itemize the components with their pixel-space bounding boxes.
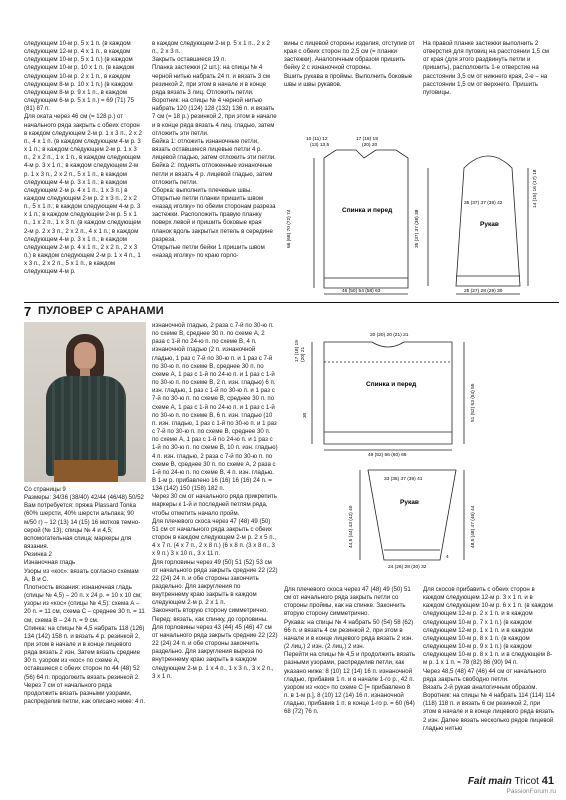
sleeve-label: Рукав (480, 221, 499, 228)
model-photo (24, 322, 146, 482)
dim-armhole-h: 35 (37) 37 (38) 38 (415, 209, 420, 248)
dim-side-h: 66 (68) 70 (72) 74 (287, 209, 292, 248)
text-column-7: Для плечевого скоса через 47 (48) 49 (50) 51 см от начального ряда закрыть петли со стороны проймы, как на спинке. Закончить вторую сторону симметрично. Рукава: на спицы № 4 набрать 50 (54) 58 (62) 66 п. и вязать 4 см резинкой 2, при этом в начале и в конце лицевого ряда вязать 2 изн. (2 лиц.) 2 изн. (2 лиц.) 2 изн. Перейти на спицы № 4,5 и продолжить вязать разными узорами, распределив петли, как указано ниже: 8 (10) 12 (14) 16 п. изнаночной гладью, прибавив 1 п. и в начале 1-го р., 42 п. узором из «кос» по схеме С [= прибавлено 8 п. в 1-м р.], 8 (10) 12 (14) 16 п. изнаночной гладью, прибавив 1 п. в конце 1-го р. = 60 (64) 68 (72) 76 п. (284, 586, 416, 716)
body2-label: Спинка и перед (366, 381, 417, 388)
section-number: 7 (24, 304, 32, 319)
dim-shoulder-w: 17 (18) 19 (356, 137, 378, 142)
dim2-shoulder-h2: (20) 21 (301, 346, 306, 362)
sleeve2-outline (368, 470, 456, 560)
section-title: ПУЛОВЕР С АРАНАМИ (38, 305, 164, 317)
dim2-bottom-h: 30 (303, 412, 308, 418)
pattern-diagram-top (284, 108, 560, 298)
text-column-3: вины с лицевой стороны изделия, отступив от края с обеих сторон по 2,5 см (= планки застежки). Аналогичным образом пришить бейку 2 с изнаночной стороны. Вшить рукава в проймы. Выполнить боковые швы и швы рукавов. (284, 40, 415, 88)
dim2-neck-w: 20 (20) 20 (21) 21 (370, 333, 409, 338)
footer-brand: Fait main (467, 776, 512, 787)
text-column-2: в каждом следующем 2-м р. 5 x 1 п., 2 x 2 п., 2 x 3 п. Закрыть оставшиеся 19 п. Планка застежки (2 шт.): на спицы № 4 черной нитью набрать 24 п. и вязать 3 см резинкой 2, при этом в начале и в конце ряда вязать 3 лиц. Отложить петли. Воротник: на спицы № 4 черной нитью набрать 120 (124) 128 (132) 136 п. и вязать 7 см (= 18 р.) резинкой 2, при этом в начале и в конце ряда вязать 4 лиц. гладью, затем отложить эти петли. Бейка 1: отложить изнаночные петли, вязать оставшиеся лицевые петли 4 р. лицевой гладью, затем отложить эти петли. Бейка 2: поднять отложенные изнаночные петли и вязать 4 р. лицевой гладью, затем отложить петли. Сборка: выполнить плечевые швы. Открытые петли планки пришить швом «назад иголку» по обеим сторонам разреза застежки. Расположить правую планку поверх левой и пришить боковые края планок вдоль закрытых петель в середине разреза. Открытые петли бейки 1 пришить швом «назад иголку» по краю горло- (152, 40, 277, 260)
text-column-1: следующем 10-м р. 5 x 1 п. (в каждом следующем 12-м р. 4 x 1 п., в каждом следующем 10-м р. 5 x 1 п.) (в каждом следующем 10-м р. 10 x 1 п. (в каждом следующем 10-м р. 2 x 1 п., в каждом следующем 8-м р. 10 x 1 п.) (в каждом следующем 8-м р. 9 x 1 п., в каждом следующем 6-м р. 5 x 1 п.) = 69 (71) 75 (81) 87 п. Для оката через 46 см (= 128 р.) от начального ряда закрыть с обеих сторон в каждом следующем 2-м р. 1 x 3 п., 2 x 2 п., 4 x 1 п. (в каждом следующем 4-м р. 3 x 1 п.; в каждом следующем 2-м р. 1 x 3 п., 2 x 2 п., 1 x 1 п., в каждом следующем 4-м р. 3 x 1 п.; в каждом следующем 2-м р. 1 x 3 п., 2 x 2 п., 5 x 1 п., в каждом следующем 4-м р. 3 x 1 п.; в каждом следующем 2-м р. 4 x 1 п., 1 x 3 п.) в каждом следующем 2-м р. 2 x 3 п., 2 x 2 п., 5 x 1 п.; в каждом следующем 4-м р. 3 x 1 п.; в каждом следующем 2-м р. 5 x 1 п., 1 x 2 п., 1 x 3 п. (в каждом следующем 2-м р. 2 x 3 п., 2 x 2 п., 4 x 1 п.; в каждом следующем 4-м р. 3 x 1 п.; в каждом следующем 2-м р. 4 x 1 п., 2 x 2 п., 2 x 3 п.) в каждом следующем 2-м р. 1 x 4 п., 1 x 3 п., 2 x 2 п., 5 x 1 п., в каждом следующем 4-м р. (24, 40, 142, 276)
text-column-6: изнаночной гладью, 2 раза с 7-й по 30-ю п. по схеме В, среднее 30 п. по схеме А, 2 раза с 1-й по 24-ю п. по схеме В, 4 п. изнаночной гладью (2 п. изнаночной гладью, 1 раз с 7-й по 30-ю п. и 1 раз с 7-й по 30-ю п. по схеме В, среднее 30 п. по схеме А, 1 раз с 1-й по 24-ю п. и 1 раз с 1-й по 30-ю п. по схеме В, 2 п. изн. гладью) 6 п. изн. гладью, 1 раз с 1-й по 30-ю п. и 1 раз с 7-й по 30-ю п. по схеме В, среднее 30 п. по схеме А, 1 раз с 1-й по 24-ю п. и 1 раз с 1-й по 30-ю п. по схеме В, 6 п. изн. гладью (10 п. изн. гладью, 1 раз с 1-й по 30-ю п. и 1 раз с 7-й по 30-ю п. по схеме В, среднее 30 п. по схеме А, 1 раз с 1-й по 24-ю п. и 1 раз с 1-й по 30-ю п. по схеме В, 10 п. изн. гладью) 4 п. изн. гладью, 2 раза с 7-й по 30-ю п. по схеме В, среднее 30 п. по схеме А, 2 раза с 1-й по 24-ю п. по схеме В, 4 п. изн. гладью. В 1-м р. прибавлено 16 (16) 16 (16) 24 п. = 134 (142) 150 (158) 182 п. Через 30 см от начального ряда прикрепить маркеры к 1-й и последней петлям ряда, чтобы отметить начало пройм. Для плечевого скоса через 47 (48) 49 (50) 51 см от начального ряда закрыть с обеих сторон в каждом следующем 2-м р. 2 x 5 п., 4 x 7 п. (4 x 7 п., 2 x 8 п.) (6 x 8 п. (3 x 8 п., 3 x 9 п.) 3 x 10 п., 3 x 11 п. Для горловины через 49 (50) 51 (52) 53 см от начального ряда закрыть средние 22 (22) 22 (24) 24 п. и обе стороны закончить раздельно. Для закругления по внутреннему краю закрыть в каждом следующем 2-м р. 2 x 1 п. Закончить вторую сторону симметрично. Перед: вязать, как спинку, до горловины. Для горловины через 43 (44) 45 (46) 47 см от начального ряда закрыть средние 22 (22) 22 (24) 24 п. и обе стороны закончить раздельно. Для закругления выреза по внутреннему краю закрыть в каждом следующем 2-м р. 1 x 4 п., 1 x 3 п., 3 x 2 п., 3 x 1 п. (152, 322, 278, 680)
text-column-8: Для скосов прибавить с обеих сторон в каждом следующем 12-м р. 3 x 1 п. и в каждом следующем 10-м р. 6 x 1 п. (в каждом следующем 12-м р. 2 x 1 п. и в каждом следующем 10-м р. 7 x 1 п.) (в каждом следующем 12-м р. 1 x 1 п. и в каждом следующем 10-м р. 8 x 1 п. (в каждом следующем 10-м р. 9 x 1 п.) (в каждом следующем 10-м р. 8 x 1 п. и в следующем 8-м р. 1 x 1 п. = 78 (82) 86 (90) 94 п. Через 48,5 (48) 47 (46) 44 см от начального ряда закрыть свободно петли. Вязать 2-й рукав аналогичным образом. Воротник: на спицы № 4 набрать 114 (114) 114 (118) 118 п. и вязать 6 см резинкой 2, при этом в начале и в конце лицевого ряда вязать 2 изн. Далее вязать несколько рядов лицевой гладью нитью (423, 586, 555, 732)
dim-shoulder-w2: (20) 20 (362, 143, 378, 148)
text-column-4: На правой планке застежки выполнить 2 отверстия для пуговиц на расстоянии 1,5 см от края (для этого раздвинуть петли и пришить), расположить 1-е отверстие на расстоянии 3,5 см от нижнего края, 2-е – на расстоянии 1,5 см от верхнего. Пришить пуговицы. (423, 40, 549, 96)
pattern-diagram-bottom (284, 322, 560, 584)
dim-sleeve-mid-w: 35 (37) 37 (39) 42 (464, 201, 503, 206)
dim-sleeve-bottom-w: 25 (27) 28 (29) 30 (464, 289, 503, 294)
dim-neck-w: 10 (11) 12 (306, 137, 328, 142)
sleeve2-label: Рукав (400, 499, 419, 506)
page-footer (468, 775, 554, 787)
section-rule (24, 302, 559, 303)
body-outline (324, 150, 408, 288)
footer-magazine: Tricot (514, 776, 539, 787)
page-number: 41 (541, 775, 554, 787)
dim-bottom-w: 46 (50) 54 (58) 63 (342, 289, 381, 294)
dim2-shoulder-h: 17 (18) 19 (295, 340, 300, 362)
watermark: PassionForum.ru (506, 788, 556, 795)
dim-neck-w2: (13) 13,5 (310, 143, 330, 148)
dim2-side-h: 51 (52) 53 (54) 55 (471, 383, 476, 422)
body2-outline (324, 342, 452, 444)
dim2-sleeve-left-h: 44,5 (44) 43 (42) 40 (349, 505, 354, 548)
dim-sleeve-h: 14 (15) 16 (17) 18 (533, 169, 538, 208)
body-label: Спинка и перед (342, 207, 393, 214)
text-column-5: Со страницы 9 Размеры: 34/36 (38/40) 42/44 (46/48) 50/52 Вам потребуется: пряжа Plassard Tonka (60% шерсти, 40% шерсти альпака; 90 м/50 г) – 12 (13) 14 (15) 16 мотков темно-серой (№ 13); спицы № 4 и 4,5; вспомогательная спица; маркеры для вязания. Резинка 2 Изнаночная гладь Узоры из «кос»: вязать согласно схемам А, В и С. Плотность вязания: изнаночная гладь (спицы № 4,5) – 20 п. x 24 р. = 10 x 10 см; узоры из «кос» (спицы № 4,5): схема А – 20 п. = 11 см, схема С – среднее 30 п. = 11 см, схема В – 24 п. = 9 см. Спинка: на спицы № 4,5 набрать 118 (126) 134 (142) 158 п. и вязать 4 р. резинкой 2, при этом в начале и в конце лицевого ряда вязать 2 изн. Затем вязать средние 30 п. узором из «кос» по схеме А, оставшиеся с обеих сторон по 44 (48) 52 (56) 64 п. продолжить вязать резинкой 2. Через 7 см от начального ряда продолжить вязать разными узорами, распределив петли, как описано ниже: 4 п. (24, 486, 146, 706)
dim2-bottom-w: 49 (52) 56 (60) 66 (368, 453, 407, 458)
dim2-sleeve-right-h: 48,5 (48) 47 (46) 44 (471, 505, 476, 548)
dim2-sleeve-bottom-w: 24 (26) 28 (30) 32 (388, 565, 427, 570)
dim2-sleeve-top-w: 33 (35) 37 (39) 41 (384, 477, 423, 482)
dim2-sleeve-base-h: 4 (446, 555, 449, 560)
